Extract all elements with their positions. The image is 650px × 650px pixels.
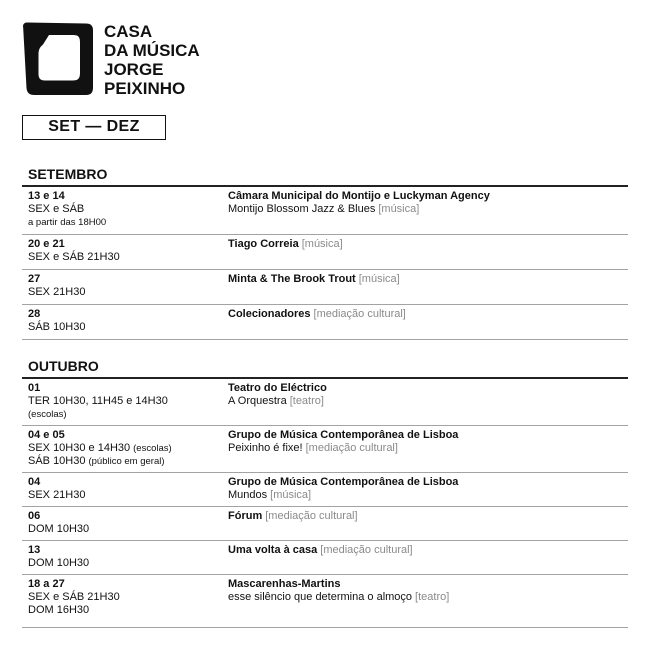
event-when bbox=[22, 429, 228, 468]
event-time: DOM 16H30 bbox=[28, 603, 90, 616]
event-subtitle: Montijo Blossom Jazz & Blues bbox=[228, 202, 376, 215]
event-title: Colecionadores bbox=[228, 307, 311, 320]
event-title-line bbox=[228, 238, 628, 251]
event-row bbox=[22, 187, 628, 235]
event-row bbox=[22, 235, 628, 270]
event-title-line bbox=[228, 510, 628, 523]
event-category: [música] bbox=[270, 488, 312, 501]
period-label: SET — DEZ bbox=[22, 115, 166, 140]
event-when bbox=[22, 308, 228, 334]
event-date: 27 bbox=[28, 272, 41, 285]
event-time-line bbox=[28, 455, 228, 468]
event-what bbox=[228, 190, 628, 229]
event-subtitle: A Orquestra bbox=[228, 394, 287, 407]
event-time: DOM 10H30 bbox=[28, 522, 90, 535]
event-date: 01 bbox=[28, 381, 41, 394]
event-date: 13 e 14 bbox=[28, 189, 65, 202]
event-time: SEX 10H30 e 14H30 bbox=[28, 441, 131, 454]
event-title: Tiago Correia bbox=[228, 237, 299, 250]
event-what bbox=[228, 429, 628, 468]
event-time-note: (escolas) bbox=[28, 408, 67, 420]
event-category: [mediação cultural] bbox=[305, 441, 398, 454]
brand-line: PEIXINHO bbox=[104, 79, 186, 98]
event-time-note: a partir das 18H00 bbox=[28, 216, 107, 228]
event-title: Uma volta à casa bbox=[228, 543, 318, 556]
event-when bbox=[22, 190, 228, 229]
event-title: Câmara Municipal do Montijo e Luckyman Agency bbox=[228, 189, 490, 202]
event-subtitle: Mundos bbox=[228, 488, 268, 501]
event-title-line bbox=[228, 308, 628, 321]
event-what bbox=[228, 476, 628, 502]
event-category: [mediação cultural] bbox=[313, 307, 406, 320]
event-time: SEX e SÁB bbox=[28, 202, 85, 215]
event-time: SEX e SÁB 21H30 bbox=[28, 590, 120, 603]
event-title-line bbox=[228, 273, 628, 286]
casa-da-musica-logo-icon bbox=[22, 21, 94, 96]
event-date: 13 bbox=[28, 543, 41, 556]
event-row bbox=[22, 541, 628, 575]
event-time-line bbox=[28, 442, 228, 455]
brand-line: CASA bbox=[104, 22, 153, 41]
event-title: Mascarenhas-Martins bbox=[228, 577, 341, 590]
event-category: [teatro] bbox=[289, 394, 324, 407]
event-date: 04 bbox=[28, 475, 41, 488]
event-what bbox=[228, 578, 628, 617]
event-what bbox=[228, 510, 628, 536]
month-section-setembro bbox=[22, 166, 628, 340]
event-category: [teatro] bbox=[415, 590, 450, 603]
event-what bbox=[228, 273, 628, 299]
brand-line: JORGE bbox=[104, 60, 164, 79]
event-time: SÁB 10H30 bbox=[28, 454, 86, 467]
event-row bbox=[22, 270, 628, 305]
event-time: DOM 10H30 bbox=[28, 556, 90, 569]
event-title: Minta & The Brook Trout bbox=[228, 272, 356, 285]
event-time: SEX 21H30 bbox=[28, 285, 86, 298]
event-subtitle: Peixinho é fixe! bbox=[228, 441, 303, 454]
event-date: 18 a 27 bbox=[28, 577, 65, 590]
event-subtitle-line bbox=[228, 489, 628, 502]
event-time-note: (escolas) bbox=[133, 442, 172, 454]
event-when bbox=[22, 544, 228, 570]
event-subtitle-line bbox=[228, 442, 628, 455]
event-what bbox=[228, 544, 628, 570]
event-time: SÁB 10H30 bbox=[28, 320, 86, 333]
event-when bbox=[22, 273, 228, 299]
event-time: TER 10H30, 11H45 e 14H30 bbox=[28, 394, 168, 407]
event-what bbox=[228, 238, 628, 264]
event-category: [música] bbox=[301, 237, 343, 250]
event-date: 20 e 21 bbox=[28, 237, 65, 250]
event-category: [música] bbox=[358, 272, 400, 285]
event-time: SEX 21H30 bbox=[28, 488, 86, 501]
event-subtitle-line bbox=[228, 203, 628, 216]
event-row bbox=[22, 379, 628, 426]
event-when bbox=[22, 382, 228, 421]
event-row bbox=[22, 575, 628, 628]
event-title: Grupo de Música Contemporânea de Lisboa bbox=[228, 428, 459, 441]
event-title: Fórum bbox=[228, 509, 263, 522]
event-date: 28 bbox=[28, 307, 41, 320]
event-time-note: (público em geral) bbox=[88, 455, 165, 467]
event-title-line bbox=[228, 544, 628, 557]
event-category: [mediação cultural] bbox=[320, 543, 413, 556]
event-time: SEX e SÁB 21H30 bbox=[28, 250, 120, 263]
month-section-outubro bbox=[22, 358, 628, 628]
event-row bbox=[22, 426, 628, 473]
event-row bbox=[22, 507, 628, 541]
event-subtitle-line bbox=[228, 591, 628, 604]
event-when bbox=[22, 510, 228, 536]
month-title: SETEMBRO bbox=[28, 166, 108, 182]
event-title: Teatro do Eléctrico bbox=[228, 381, 327, 394]
event-what bbox=[228, 308, 628, 334]
event-category: [mediação cultural] bbox=[265, 509, 358, 522]
month-title: OUTUBRO bbox=[28, 358, 99, 374]
event-title: Grupo de Música Contemporânea de Lisboa bbox=[228, 475, 459, 488]
event-subtitle-line bbox=[228, 395, 628, 408]
event-subtitle: esse silêncio que determina o almoço bbox=[228, 590, 413, 603]
event-when bbox=[22, 238, 228, 264]
event-row bbox=[22, 473, 628, 507]
event-category: [música] bbox=[378, 202, 420, 215]
event-what bbox=[228, 382, 628, 421]
event-date: 04 e 05 bbox=[28, 428, 65, 441]
event-when bbox=[22, 578, 228, 617]
brand-name bbox=[104, 22, 200, 98]
event-date: 06 bbox=[28, 509, 41, 522]
event-when bbox=[22, 476, 228, 502]
brand-line: DA MÚSICA bbox=[104, 41, 200, 60]
event-row bbox=[22, 305, 628, 340]
